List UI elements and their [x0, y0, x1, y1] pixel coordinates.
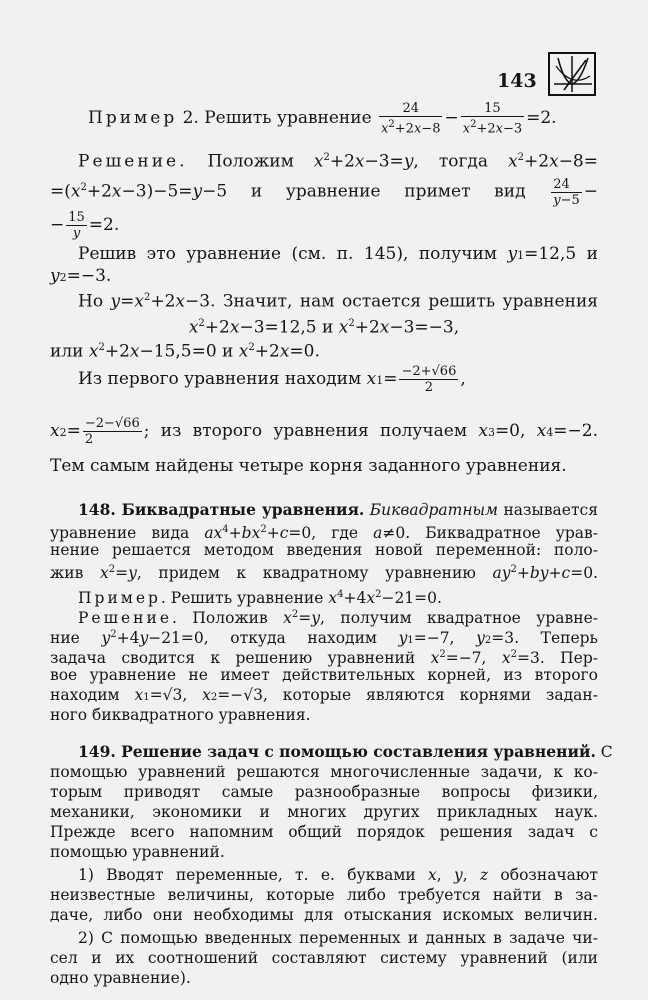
section-148-line-1: 148. Биквадратные уравнения. Биквадратным называется [78, 500, 598, 519]
section-149-line-2: помощью уравнений решаются многочисленные задачи, к ко- [50, 763, 598, 781]
conclusion-line: Тем самым найдены четыре корня заданного уравнения. [50, 456, 567, 476]
solved-line-1: Решив это уравнение (см. п. 145), получим y1=12,5 и [78, 244, 598, 264]
section-148-example: Пример. Решить уравнение $x^4+4x^2-21=0$. [78, 589, 442, 608]
step-1-line-1: 1) Вводят переменные, т. е. буквами x, y, z обозначают [78, 866, 598, 884]
first-root-line: Из первого уравнения находим x1= $\frac{-2+√66}{2}$ , [78, 364, 466, 395]
section-148-line-4: жив $x^2=y$, придем к квадратному уравнению $ay^2+by+c=0$. [50, 564, 598, 583]
solution-line-3: − $\frac{15}{y}$ =2. [50, 210, 120, 241]
step-2-line-3: одно уравнение). [50, 969, 191, 987]
section-149-line-3: торым приводят самые разнообразные вопросы физики, [50, 783, 598, 801]
section-148-solution-4: вое уравнение не имеет действительных корней, из второго [50, 666, 598, 684]
section-148-line-3: нение решается методом введения новой переменной: поло- [50, 541, 598, 559]
equations-line: $x^2+2x-3=12,5$ и $x^2+2x-3=-3$, [188, 317, 460, 338]
section-149-line-4: механики, экономики и многих других прикладных наук. [50, 803, 598, 821]
but-line: Но $y=x^2+2x-3$. Значит, нам остается решить уравнения [78, 291, 598, 312]
section-149-line-6: помощью уравнений. [50, 843, 225, 861]
or-line: или $x^2+2x-15,5=0$ и $x^2+2x=0$. [50, 341, 320, 362]
section-148-line-2: уравнение вида $ax^4+bx^2+c=0$, где a≠0. Биквадратное урав- [50, 524, 599, 543]
fraction: $\frac{15}{x^2+2x-3}$ [462, 101, 523, 137]
solved-line-2: y2=−3. [50, 266, 112, 286]
example-2-line: Пример 2. Решить уравнение $\frac{24}{x^2+2x-8}$ − $\frac{15}{x^2+2x-3}$ =2. [88, 101, 557, 137]
section-148-solution-6: ного биквадратного уравнения. [50, 706, 311, 724]
step-1-line-2: неизвестные величины, которые либо требуется найти в за- [50, 886, 598, 904]
section-148-solution-2: ние $y^2+4y-21=0$, откуда находим y1=−7, y2=3. Теперь [50, 629, 598, 648]
graph-curves-icon [548, 52, 596, 96]
second-root-line: x2= $\frac{-2-√66}{2}$ ; из второго уравнения получаем x3=0, x4=−2. [50, 416, 598, 447]
step-2-line-2: сел и их соотношений составляют систему уравнений (или [50, 949, 598, 967]
section-149-line-1: 149. Решение задач с помощью составления уравнений. С [78, 742, 613, 761]
step-1-line-3: даче, либо они необходимы для отыскания искомых величин. [50, 906, 598, 924]
solution-line-2: $=(x^2+2x-3)-5=y-5$ и уравнение примет вид $\frac{24}{y-5}$ − [50, 176, 598, 208]
section-148-solution-1: Решение. Положив $x^2=y$, получим квадратное уравне- [78, 609, 598, 628]
page-number: 143 [497, 70, 537, 92]
section-149-line-5: Прежде всего напомним общий порядок решения задач с [50, 823, 598, 841]
step-2-line-1: 2) С помощью введенных переменных и данных в задаче чи- [78, 929, 598, 947]
section-148-solution-3: задача сводится к решению уравнений $x^2=-7$, $x^2=3$. Пер- [50, 649, 598, 668]
solution-line-1: Решение. Положим $x^2+2x-3=y$, тогда $x^2+2x-8=$ [78, 151, 598, 172]
section-148-solution-5: находим x1=√3, x2=−√3, которые являются корнями задан- [50, 686, 598, 704]
fraction: $\frac{24}{x^2+2x-8}$ [381, 101, 441, 137]
